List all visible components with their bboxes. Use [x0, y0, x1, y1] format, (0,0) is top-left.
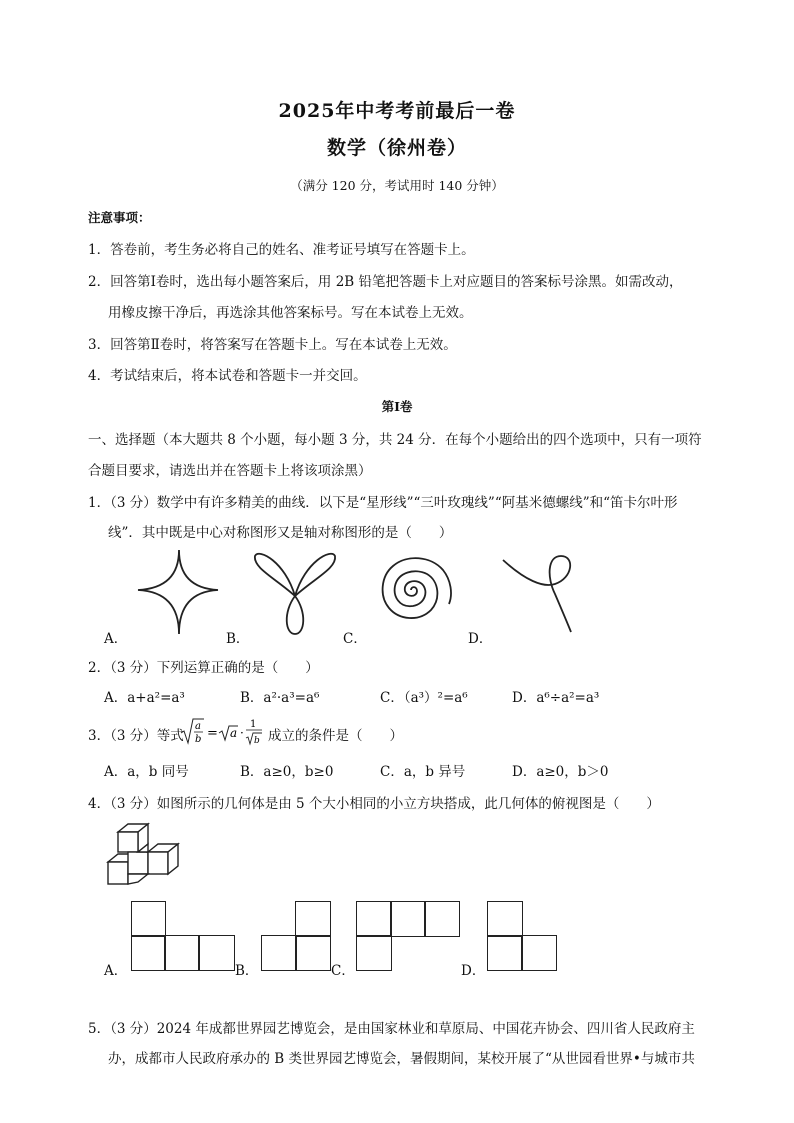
option-text: C．（a³）²=a⁶ [380, 690, 468, 706]
option-text: D．a⁶÷a²=a³ [512, 690, 600, 706]
option-text: C．a，b 异号 [380, 764, 466, 780]
option-text: B．a²·a³=a⁶ [240, 690, 320, 706]
option-text: D．a≥0，b＞0 [512, 764, 609, 780]
svg-text:b: b [195, 734, 202, 745]
option-label: C． [343, 631, 367, 647]
svg-text:1: 1 [250, 719, 257, 730]
option-label: B． [235, 963, 259, 979]
note-item: 用橡皮擦干净后，再选涂其他答案标号。写在本试卷上无效。 [108, 305, 473, 321]
exam-meta: （满分 120 分，考试用时 140 分钟） [290, 178, 504, 193]
radical-equation-formula [180, 716, 270, 748]
note-item: 4．考试结束后，将本试卷和答题卡一并交回。 [88, 368, 367, 384]
cube-solid-figure [104, 820, 196, 890]
option-label: A． [104, 963, 128, 979]
note-item: 1．答卷前，考生务必将自己的姓名、准考证号填写在答题卡上。 [88, 242, 475, 258]
part-instructions: 一、选择题（本大题共 8 个小题，每小题 3 分，共 24 分．在每个小题给出的四个选项中，只有一项符 [88, 432, 702, 448]
page-subtitle: 数学（徐州卷） [326, 137, 467, 159]
part-instructions: 合题目要求，请选出并在答题卡上将该项涂黑） [88, 463, 372, 479]
question-3-stem-suffix: 成立的条件是（ ） [268, 728, 403, 744]
archimedean-spiral-figure [365, 544, 460, 636]
question-3-stem-prefix: 3．（3 分）等式 [88, 728, 184, 744]
option-label: B． [226, 631, 250, 647]
question-4-stem: 4．（3 分）如图所示的几何体是由 5 个大小相同的小立方块搭成，此几何体的俯视图是（ ） [88, 796, 660, 812]
astroid-curve-figure [130, 548, 220, 638]
folium-of-descartes-figure [495, 550, 585, 638]
svg-text:=: = [207, 726, 218, 741]
top-view-option-d [487, 901, 557, 971]
question-2-stem: 2．（3 分）下列运算正确的是（ ） [88, 660, 319, 676]
option-label: C． [331, 963, 355, 979]
option-label: A． [104, 631, 128, 647]
question-5-stem: 办，成都市人民政府承办的 B 类世界园艺博览会，暑假期间，某校开展了“从世园看世界•与城市共 [108, 1051, 695, 1067]
option-text: A．a+a²=a³ [104, 690, 185, 706]
top-view-option-c [356, 901, 460, 971]
svg-text:b: b [254, 736, 260, 746]
svg-text:·: · [240, 726, 244, 740]
question-1-stem: 1．（3 分）数学中有许多精美的曲线．以下是“星形线”“三叶玫瑰线”“阿基米德螺线”和“笛卡尔叶形 [88, 495, 678, 511]
question-1-stem: 线”．其中既是中心对称图形又是轴对称图形的是（ ） [108, 525, 453, 541]
svg-text:a: a [195, 721, 201, 732]
option-text: A．a，b 同号 [104, 764, 189, 780]
question-5-stem: 5．（3 分）2024 年成都世界园艺博览会，是由国家林业和草原局、中国花卉协会、四川省人民政府主 [88, 1021, 695, 1037]
section-title: 第Ⅰ卷 [381, 399, 413, 414]
note-item: 2．回答第Ⅰ卷时，选出每小题答案后，用 2B 铅笔把答题卡上对应题目的答案标号涂黑。如需改动， [88, 274, 683, 290]
option-text: B．a≥0，b≥0 [240, 764, 334, 780]
svg-text:a: a [230, 726, 238, 740]
three-leaf-rose-figure [245, 548, 345, 638]
top-view-option-a [131, 901, 235, 971]
option-label: D． [461, 963, 486, 979]
notes-heading: 注意事项： [88, 210, 151, 225]
note-item: 3．回答第Ⅱ卷时，将答案写在答题卡上。写在本试卷上无效。 [88, 337, 457, 353]
top-view-option-b [261, 901, 331, 971]
page-title: 2025年中考考前最后一卷 [278, 100, 516, 122]
option-label: D． [468, 631, 493, 647]
